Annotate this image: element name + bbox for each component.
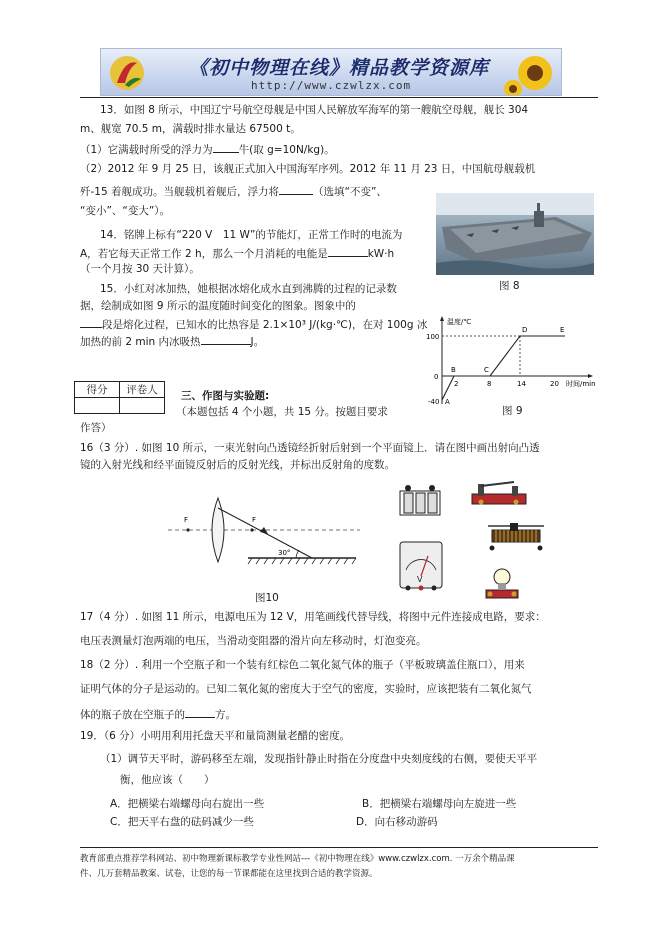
y-tick-neg40: -40: [428, 398, 440, 406]
blank-melting-segment[interactable]: [80, 316, 102, 328]
q18-line3: 体的瓶子放在空瓶子的 方。: [80, 706, 236, 722]
point-d-label: D: [522, 326, 528, 334]
site-banner: [100, 48, 562, 96]
convex-lens: [212, 498, 224, 562]
q15-line1: 15．小红对冰加热，她根据冰熔化成水直到沸腾的过程的记录数: [100, 283, 397, 295]
x-axis-arrow-icon: [588, 374, 593, 378]
q17-line1: 17（4 分）. 如图 11 所示，电源电压为 12 V，用笔画线代替导线，将图中元件连接成电路，要求：: [80, 611, 546, 623]
footer-rule: [80, 847, 598, 848]
voltmeter-component: [398, 540, 444, 592]
focus-label-left: F: [184, 516, 189, 524]
grader-header: 评卷人: [120, 382, 165, 398]
q18-line2: 证明气体的分子是运动的。已知二氧化氮的密度大于空气的密度，实验时，应该把装有二氧化氮气: [80, 683, 532, 695]
grader-cell[interactable]: [120, 398, 165, 414]
header-rule: [80, 97, 598, 98]
x-tick-2: 2: [454, 380, 459, 388]
banner-title: 《初中物理在线》精品教学资源库: [189, 57, 490, 79]
site-logo-icon: [107, 53, 147, 93]
blank-energy[interactable]: [328, 245, 368, 257]
option-d[interactable]: D．向右移动游码: [356, 816, 438, 828]
section3-title: 三、作图与实验题:: [181, 390, 270, 402]
angle-label: 30°: [278, 549, 291, 557]
q19-sub1-line1: （1）调节天平时，游码移至左端，发现指针静止时指在分度盘中央刻度线的右侧，要使天平平: [100, 753, 538, 765]
temperature-time-graph: [420, 312, 600, 407]
q13-sub2-line1: （2）2012 年 9 月 25 日，该舰正式加入中国海军序列。2012 年 11 月 23 日，中国航母舰载机: [80, 163, 536, 175]
lens-mirror-diagram: [160, 492, 360, 572]
switch-component: [470, 480, 528, 506]
fig8-caption: 图 8: [499, 280, 520, 292]
footer-line2: 件、几万套精品教案、试卷，让您的每一节课都能在这里找到合适的教学资源。: [80, 869, 378, 879]
y-tick-0: 0: [434, 373, 439, 381]
q13-line2: m、舰宽 70.5 m，满载时排水量达 67500 t。: [80, 123, 301, 135]
q15-line4: 加热的前 2 min 内冰吸热 J。: [80, 333, 264, 349]
banner-url[interactable]: http://www.czwlzx.com: [251, 79, 412, 92]
y-axis-arrow-icon: [440, 316, 444, 321]
light-bulb-component: [482, 562, 522, 602]
x-tick-8: 8: [487, 380, 492, 388]
q13-sub1: （1）它满载时所受的浮力为 牛(取 g=10N/kg)。: [80, 141, 335, 157]
focus-point-right: [250, 528, 253, 531]
q13-sub2-line3: “变小”、“变大”）。: [80, 205, 171, 217]
option-b[interactable]: B．把横梁右端螺母向左旋进一些: [362, 798, 517, 810]
battery-pack-component: [398, 483, 442, 517]
q16-line2: 镜的入射光线和经平面镜反射后的反射光线，并标出反射角的度数。: [80, 459, 395, 471]
svg-text:V: V: [417, 575, 423, 584]
y-tick-100: 100: [426, 333, 440, 341]
point-a-label: A: [445, 398, 450, 406]
temperature-curve: [442, 336, 565, 400]
q14-line3: （一个月按 30 天计算）。: [80, 263, 200, 275]
q14-line2: A，若它每天正常工作 2 h，那么一个月消耗的电能是 kW·h: [80, 245, 394, 261]
option-c[interactable]: C．把天平右盘的砝码减少一些: [110, 816, 254, 828]
score-cell[interactable]: [75, 398, 120, 414]
blank-buoyancy-change[interactable]: [279, 183, 313, 195]
footer-line1: 教育部重点推荐学科网站、初中物理新课标教学专业性网站---《初中物理在线》www.czwlzx.com. 一万余个精品课: [80, 854, 515, 864]
point-e-label: E: [560, 326, 565, 334]
section3-note: （本题包括 4 个小题，共 15 分。按题目要求: [176, 406, 388, 418]
q15-line2: 据，绘制成如图 9 所示的温度随时间变化的图象。图象中的: [80, 300, 356, 312]
y-axis-label: 温度/℃: [447, 318, 472, 326]
blank-heat[interactable]: [201, 333, 251, 345]
rheostat-component: [486, 522, 546, 552]
q13-line1: 13．如图 8 所示，中国辽宁号航空母舰是中国人民解放军海军的第一艘航空母舰，舰长 304: [100, 104, 529, 116]
q16-line1: 16（3 分）. 如图 10 所示，一束光射向凸透镜经折射后射到一个平面镜上．请在图中画出射向凸透: [80, 442, 540, 454]
q19-line1: 19．（6 分）小明用利用托盘天平和量筒测量老醋的密度。: [80, 730, 351, 742]
fig10-caption: 图10: [255, 592, 279, 604]
section3-note-end: 作答）: [80, 422, 112, 434]
fig9-caption: 图 9: [502, 405, 523, 417]
sunflower-icon: [503, 49, 562, 96]
q13-sub2-line2: 歼-15 着舰成功。当舰载机着舰后，浮力将 （选填“不变”、: [80, 183, 387, 199]
aircraft-carrier-photo: [436, 193, 594, 275]
q18-line1: 18（2 分）. 利用一个空瓶子和一个装有红棕色二氧化氮气体的瓶子（平板玻璃盖住瓶口），用来: [80, 659, 525, 671]
focus-label-right: F: [252, 516, 257, 524]
q14-line1: 14．铭牌上标有“220 V 11 W”的节能灯，正常工作时的电流为: [100, 229, 403, 241]
option-a[interactable]: A．把横梁右端螺母向右旋出一些: [110, 798, 265, 810]
q17-line2: 电压表测量灯泡两端的电压，当滑动变阻器的滑片向左移动时，灯泡变亮。: [80, 635, 427, 647]
mirror-hatching: [248, 558, 356, 564]
score-table: [74, 381, 165, 414]
q15-line3: 段是熔化过程，已知水的比热容是 2.1×10³ J/(kg·℃)，在对 100g 冰: [80, 316, 427, 332]
x-axis-label: 时间/min: [566, 380, 596, 388]
point-b-label: B: [451, 366, 456, 374]
blank-buoyancy[interactable]: [213, 141, 239, 153]
q19-sub1-line2: 衡，他应该（ ）: [120, 774, 215, 786]
ray-arrow-icon: [260, 527, 268, 534]
blank-position[interactable]: [185, 706, 215, 718]
x-tick-14: 14: [517, 380, 526, 388]
score-header: 得分: [75, 382, 120, 398]
point-c-label: C: [484, 366, 489, 374]
x-tick-20: 20: [550, 380, 559, 388]
angle-arc: [296, 550, 299, 558]
focus-point-left: [186, 528, 189, 531]
